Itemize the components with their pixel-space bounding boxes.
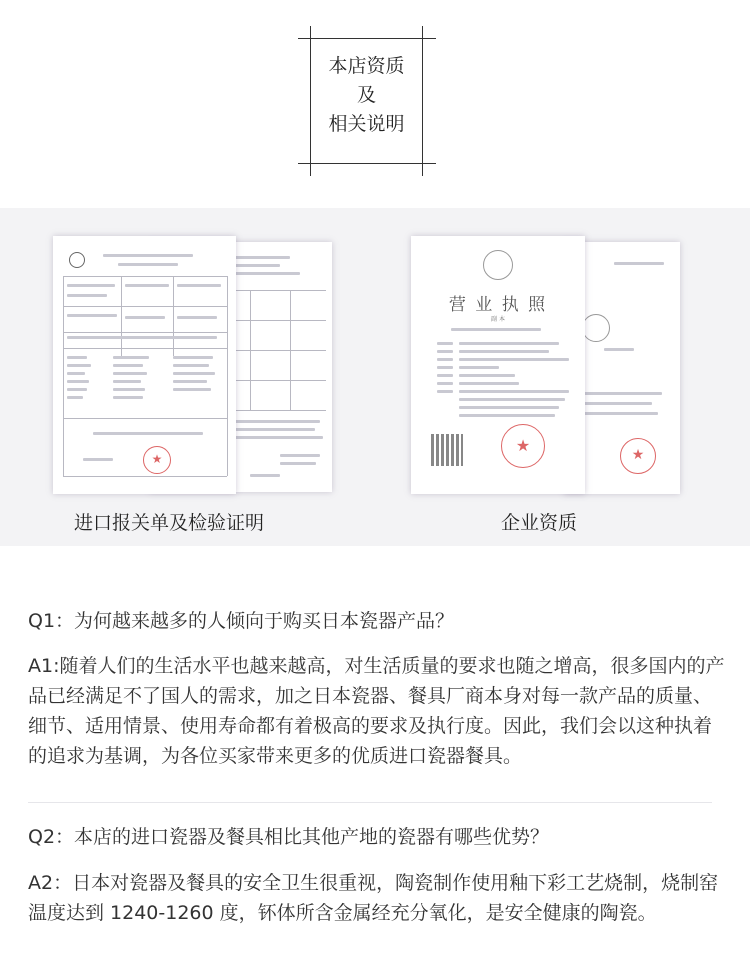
qa-divider <box>28 802 712 803</box>
answer-1: A1:随着人们的生活水平也越来越高，对生活质量的要求也随之增高，很多国内的产品已经满足不了国人的需求，加之日本瓷器、餐具厂商本身对每一款产品的质量、细节、适用情景、使用寿命都有着极高的要求及执行度。因此，我们会以这种执着的追求为基调，为各位买家带来更多的优质进口瓷器餐具。 <box>28 655 725 767</box>
question-2: Q2：本店的进口瓷器及餐具相比其他产地的瓷器有哪些优势？ <box>28 826 550 848</box>
title-line-1: 本店资质 <box>328 55 405 77</box>
answer-2: A2：日本对瓷器及餐具的安全卫生很重视，陶瓷制作使用釉下彩工艺烧制，烧制窑温度达到 1240-1260 度，钚体所含金属经充分氧化，是安全健康的陶瓷。 <box>28 872 719 924</box>
title-line-3: 相关说明 <box>328 113 405 135</box>
license-copy-label: 副 本 <box>491 316 505 323</box>
certificate-band <box>0 208 750 546</box>
red-seal-icon: ★ <box>143 446 171 474</box>
customs-declaration-image <box>53 236 236 494</box>
red-seal-icon: ★ <box>620 438 656 474</box>
business-license-title: 营 业 执 照 <box>448 295 548 315</box>
title-line-2: 及 <box>356 84 376 106</box>
business-license-image <box>411 236 585 494</box>
red-seal-icon: ★ <box>501 424 545 468</box>
customs-caption: 进口报关单及检验证明 <box>74 512 265 534</box>
national-emblem-icon <box>582 314 610 342</box>
frame-line-top <box>298 38 436 39</box>
question-1: Q1：为何越来越多的人倾向于购买日本瓷器产品？ <box>28 610 455 632</box>
title-section <box>0 0 750 200</box>
national-emblem-icon <box>483 250 513 280</box>
title-frame <box>310 38 422 164</box>
qr-code-icon <box>431 434 463 466</box>
frame-line-bottom <box>298 163 436 164</box>
ciq-logo <box>69 252 85 268</box>
page-title <box>310 52 423 139</box>
qualification-caption: 企业资质 <box>501 512 578 534</box>
